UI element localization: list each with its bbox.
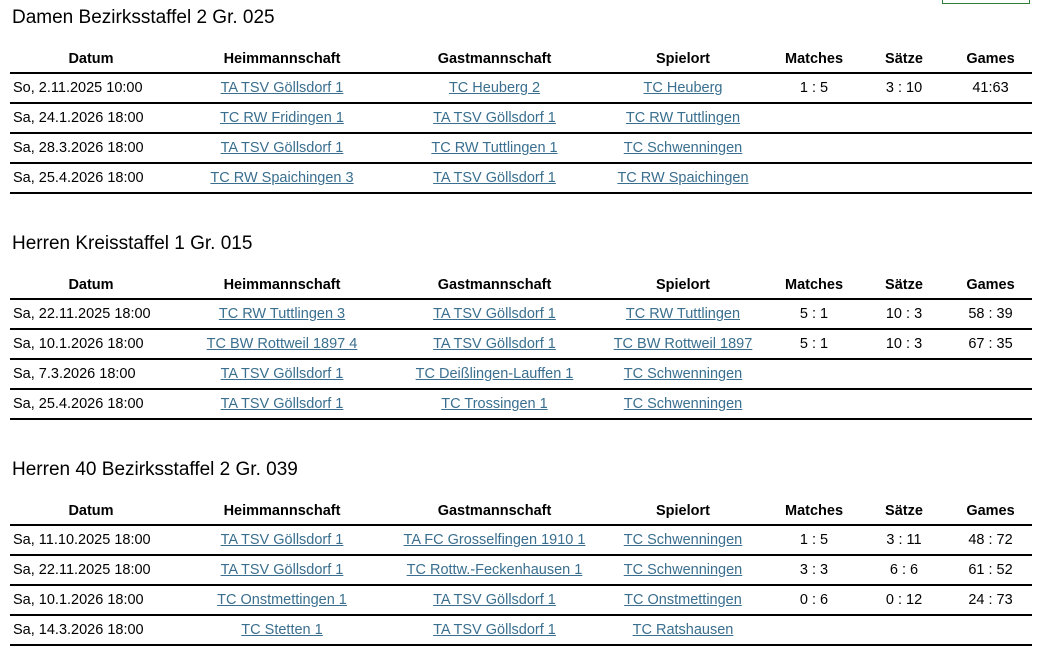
guest-link[interactable]: TA TSV Göllsdorf 1 bbox=[433, 622, 556, 638]
home-cell bbox=[172, 389, 392, 419]
column-header-date: Datum bbox=[10, 45, 172, 73]
venue-cell bbox=[597, 133, 769, 163]
home-cell bbox=[172, 103, 392, 133]
matches-cell: 1 : 5 bbox=[769, 525, 859, 555]
table-row bbox=[10, 103, 1032, 133]
guest-cell bbox=[392, 73, 597, 103]
date-cell: Sa, 7.3.2026 18:00 bbox=[10, 359, 172, 389]
guest-link[interactable]: TC Rottw.-Feckenhausen 1 bbox=[406, 562, 583, 578]
table-row bbox=[10, 525, 1032, 555]
column-header-guest: Gastmannschaft bbox=[392, 497, 597, 525]
matches-cell: 3 : 3 bbox=[769, 555, 859, 585]
venue-cell bbox=[597, 615, 769, 645]
column-header-sets: Sätze bbox=[859, 45, 949, 73]
table-row bbox=[10, 329, 1032, 359]
table-row bbox=[10, 133, 1032, 163]
home-cell bbox=[172, 133, 392, 163]
guest-link[interactable]: TA TSV Göllsdorf 1 bbox=[433, 110, 556, 126]
column-header-venue: Spielort bbox=[597, 497, 769, 525]
home-cell bbox=[172, 615, 392, 645]
guest-cell bbox=[392, 103, 597, 133]
date-cell: Sa, 10.1.2026 18:00 bbox=[10, 329, 172, 359]
column-header-games: Games bbox=[949, 271, 1032, 299]
guest-link[interactable]: TC Heuberg 2 bbox=[448, 80, 541, 96]
column-header-date: Datum bbox=[10, 497, 172, 525]
home-link[interactable]: TA TSV Göllsdorf 1 bbox=[220, 396, 344, 412]
home-link[interactable]: TC BW Rottweil 1897 4 bbox=[206, 336, 358, 352]
venue-link[interactable]: TC Onstmettingen bbox=[624, 592, 742, 608]
guest-link[interactable]: TA TSV Göllsdorf 1 bbox=[433, 592, 556, 608]
guest-link[interactable]: TA TSV Göllsdorf 1 bbox=[433, 170, 556, 186]
guest-link[interactable]: TC RW Tuttlingen 1 bbox=[431, 140, 558, 156]
guest-cell bbox=[392, 555, 597, 585]
column-header-home: Heimmannschaft bbox=[172, 45, 392, 73]
home-link[interactable]: TA TSV Göllsdorf 1 bbox=[220, 80, 344, 96]
games-cell: 61 : 52 bbox=[949, 555, 1032, 585]
venue-link[interactable]: TC Schwenningen bbox=[623, 396, 743, 412]
guest-cell bbox=[392, 525, 597, 555]
venue-link[interactable]: TC RW Tuttlingen bbox=[625, 306, 741, 322]
column-header-venue: Spielort bbox=[597, 45, 769, 73]
guest-link[interactable]: TA FC Grosselfingen 1910 1 bbox=[403, 532, 586, 548]
top-right-frame bbox=[942, 0, 1030, 4]
home-cell bbox=[172, 163, 392, 193]
venue-cell bbox=[597, 359, 769, 389]
sets-cell bbox=[859, 103, 949, 133]
date-cell: Sa, 22.11.2025 18:00 bbox=[10, 555, 172, 585]
venue-link[interactable]: TC Heuberg bbox=[643, 80, 723, 96]
guest-cell bbox=[392, 615, 597, 645]
venue-cell bbox=[597, 299, 769, 329]
venue-link[interactable]: TC RW Tuttlingen bbox=[625, 110, 741, 126]
guest-cell bbox=[392, 389, 597, 419]
matches-cell: 1 : 5 bbox=[769, 73, 859, 103]
games-cell: 41:63 bbox=[949, 73, 1032, 103]
header-row bbox=[10, 45, 1032, 73]
home-link[interactable]: TC Stetten 1 bbox=[241, 622, 323, 638]
matches-cell bbox=[769, 615, 859, 645]
sets-cell bbox=[859, 615, 949, 645]
table-row bbox=[10, 389, 1032, 419]
sets-cell bbox=[859, 359, 949, 389]
section-title: Herren Kreisstaffel 1 Gr. 015 bbox=[12, 233, 253, 254]
column-header-date: Datum bbox=[10, 271, 172, 299]
home-link[interactable]: TC RW Spaichingen 3 bbox=[210, 170, 354, 186]
section-title: Damen Bezirksstaffel 2 Gr. 025 bbox=[12, 7, 275, 28]
venue-link[interactable]: TC Schwenningen bbox=[623, 562, 743, 578]
home-cell bbox=[172, 299, 392, 329]
guest-link[interactable]: TC Trossingen 1 bbox=[441, 396, 548, 412]
schedule-table bbox=[10, 271, 1032, 420]
home-cell bbox=[172, 525, 392, 555]
column-header-guest: Gastmannschaft bbox=[392, 45, 597, 73]
date-cell: Sa, 10.1.2026 18:00 bbox=[10, 585, 172, 615]
games-cell bbox=[949, 389, 1032, 419]
column-header-venue: Spielort bbox=[597, 271, 769, 299]
schedule-table bbox=[10, 497, 1032, 646]
matches-cell bbox=[769, 163, 859, 193]
guest-cell bbox=[392, 585, 597, 615]
venue-link[interactable]: TC RW Spaichingen bbox=[617, 170, 749, 186]
guest-cell bbox=[392, 329, 597, 359]
header-row bbox=[10, 497, 1032, 525]
sets-cell bbox=[859, 389, 949, 419]
date-cell: Sa, 22.11.2025 18:00 bbox=[10, 299, 172, 329]
header-row bbox=[10, 271, 1032, 299]
guest-cell bbox=[392, 163, 597, 193]
venue-cell bbox=[597, 389, 769, 419]
guest-cell bbox=[392, 359, 597, 389]
sets-cell: 10 : 3 bbox=[859, 299, 949, 329]
games-cell bbox=[949, 359, 1032, 389]
home-cell bbox=[172, 585, 392, 615]
home-cell bbox=[172, 359, 392, 389]
matches-cell bbox=[769, 103, 859, 133]
venue-link[interactable]: TC Schwenningen bbox=[623, 366, 743, 382]
games-cell bbox=[949, 103, 1032, 133]
venue-cell bbox=[597, 525, 769, 555]
column-header-games: Games bbox=[949, 497, 1032, 525]
sets-cell bbox=[859, 163, 949, 193]
home-link[interactable]: TA TSV Göllsdorf 1 bbox=[220, 366, 344, 382]
matches-cell bbox=[769, 359, 859, 389]
games-cell: 67 : 35 bbox=[949, 329, 1032, 359]
home-cell bbox=[172, 73, 392, 103]
venue-link[interactable]: TC Schwenningen bbox=[623, 532, 743, 548]
table-row bbox=[10, 299, 1032, 329]
matches-cell: 5 : 1 bbox=[769, 329, 859, 359]
matches-cell: 0 : 6 bbox=[769, 585, 859, 615]
table-row bbox=[10, 585, 1032, 615]
venue-cell bbox=[597, 103, 769, 133]
column-header-matches: Matches bbox=[769, 45, 859, 73]
date-cell: So, 2.11.2025 10:00 bbox=[10, 73, 172, 103]
table-row bbox=[10, 555, 1032, 585]
home-cell bbox=[172, 329, 392, 359]
home-link[interactable]: TC RW Tuttlingen 3 bbox=[218, 306, 346, 322]
date-cell: Sa, 11.10.2025 18:00 bbox=[10, 525, 172, 555]
table-row bbox=[10, 359, 1032, 389]
games-cell bbox=[949, 133, 1032, 163]
guest-link[interactable]: TA TSV Göllsdorf 1 bbox=[433, 336, 556, 352]
matches-cell bbox=[769, 133, 859, 163]
home-cell bbox=[172, 555, 392, 585]
date-cell: Sa, 28.3.2026 18:00 bbox=[10, 133, 172, 163]
schedule-table bbox=[10, 45, 1032, 194]
guest-cell bbox=[392, 133, 597, 163]
sets-cell: 10 : 3 bbox=[859, 329, 949, 359]
sets-cell: 6 : 6 bbox=[859, 555, 949, 585]
games-cell: 58 : 39 bbox=[949, 299, 1032, 329]
column-header-sets: Sätze bbox=[859, 271, 949, 299]
venue-link[interactable]: TC Schwenningen bbox=[623, 140, 743, 156]
column-header-games: Games bbox=[949, 45, 1032, 73]
table-row bbox=[10, 615, 1032, 645]
column-header-home: Heimmannschaft bbox=[172, 497, 392, 525]
guest-link[interactable]: TA TSV Göllsdorf 1 bbox=[433, 306, 556, 322]
matches-cell: 5 : 1 bbox=[769, 299, 859, 329]
column-header-home: Heimmannschaft bbox=[172, 271, 392, 299]
home-link[interactable]: TA TSV Göllsdorf 1 bbox=[220, 562, 344, 578]
home-link[interactable]: TC RW Fridingen 1 bbox=[220, 110, 344, 126]
date-cell: Sa, 25.4.2026 18:00 bbox=[10, 163, 172, 193]
column-header-matches: Matches bbox=[769, 497, 859, 525]
games-cell: 48 : 72 bbox=[949, 525, 1032, 555]
guest-cell bbox=[392, 299, 597, 329]
sets-cell: 3 : 10 bbox=[859, 73, 949, 103]
sets-cell: 3 : 11 bbox=[859, 525, 949, 555]
games-cell: 24 : 73 bbox=[949, 585, 1032, 615]
sets-cell: 0 : 12 bbox=[859, 585, 949, 615]
column-header-sets: Sätze bbox=[859, 497, 949, 525]
venue-link[interactable]: TC Ratshausen bbox=[632, 622, 734, 638]
column-header-matches: Matches bbox=[769, 271, 859, 299]
home-link[interactable]: TC Onstmettingen 1 bbox=[217, 592, 347, 608]
venue-cell bbox=[597, 555, 769, 585]
table-row bbox=[10, 163, 1032, 193]
venue-link[interactable]: TC BW Rottweil 1897 bbox=[613, 336, 753, 352]
table-row bbox=[10, 73, 1032, 103]
sets-cell bbox=[859, 133, 949, 163]
venue-cell bbox=[597, 163, 769, 193]
section-title: Herren 40 Bezirksstaffel 2 Gr. 039 bbox=[12, 459, 298, 480]
column-header-guest: Gastmannschaft bbox=[392, 271, 597, 299]
games-cell bbox=[949, 615, 1032, 645]
venue-cell bbox=[597, 73, 769, 103]
date-cell: Sa, 24.1.2026 18:00 bbox=[10, 103, 172, 133]
home-link[interactable]: TA TSV Göllsdorf 1 bbox=[220, 532, 344, 548]
guest-link[interactable]: TC Deißlingen-Lauffen 1 bbox=[415, 366, 574, 382]
date-cell: Sa, 25.4.2026 18:00 bbox=[10, 389, 172, 419]
date-cell: Sa, 14.3.2026 18:00 bbox=[10, 615, 172, 645]
home-link[interactable]: TA TSV Göllsdorf 1 bbox=[220, 140, 344, 156]
games-cell bbox=[949, 163, 1032, 193]
matches-cell bbox=[769, 389, 859, 419]
venue-cell bbox=[597, 585, 769, 615]
venue-cell bbox=[597, 329, 769, 359]
